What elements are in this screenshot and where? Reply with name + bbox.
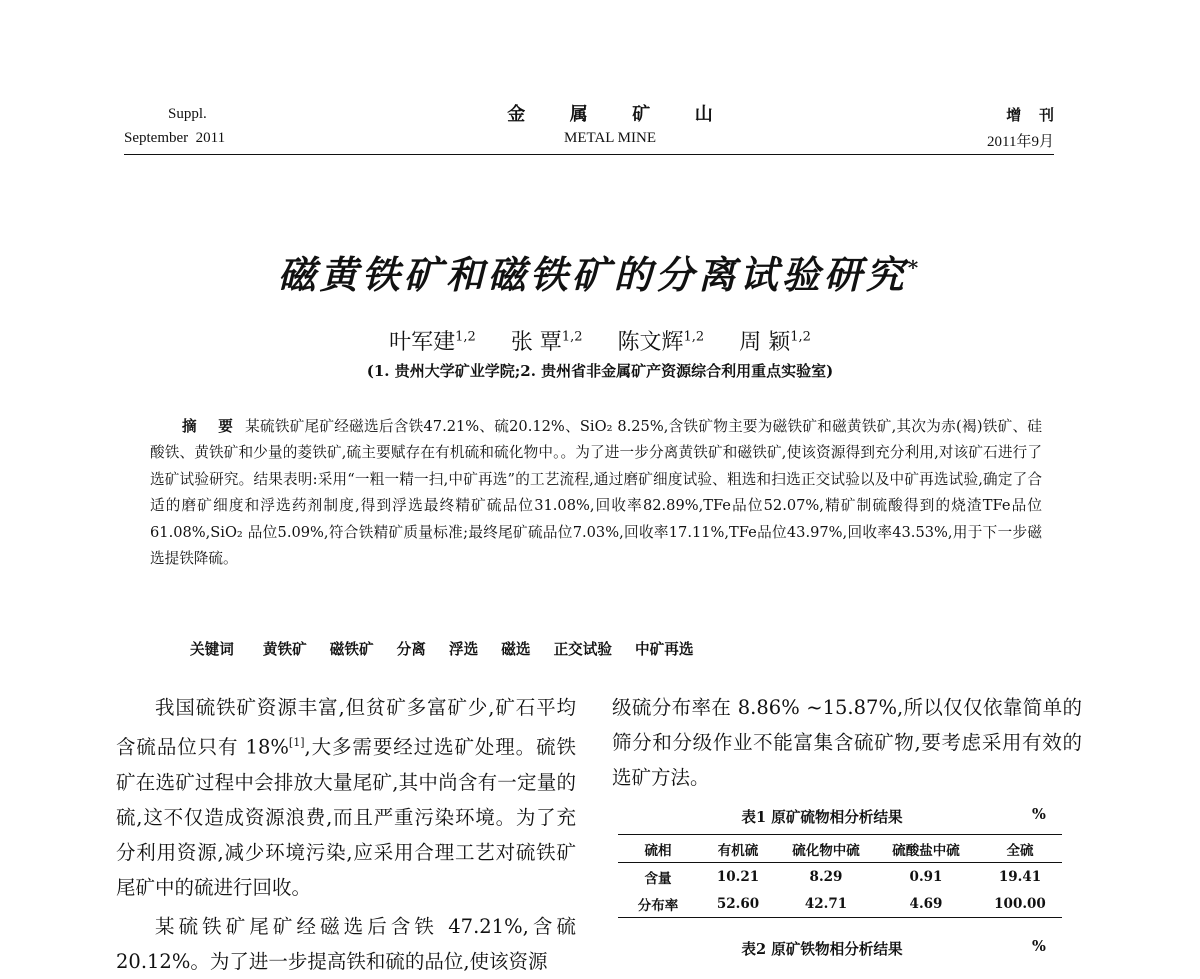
author: 周 颖$^{1,2}$ bbox=[739, 329, 811, 355]
table-row bbox=[618, 863, 1062, 891]
keyword: 磁选 bbox=[501, 641, 531, 658]
abstract-text: 某硫铁矿尾矿经磁选后含铁47.21%、硫20.12%、SiO₂ 8.25%,含铁矿物主要为磁铁矿和磁黄铁矿,其次为赤(褐)铁矿、硅酸铁、黄铁矿和少量的菱铁矿,硫主要赋存在有机硫和硫化物中。。为了进一步分离黄铁矿和磁铁矿,使该资源得到充分利用,对该矿石进行了选矿试验研究。结果表明:采用“一粗一精一扫,中矿再选”的工艺流程,通过磨矿细度试验、粗选和扫选正交试验以及中矿再选试验,确定了合适的磨矿细度和浮选药剂制度,得到浮选最终精矿硫品位31.08%,回收率82.89%,TFe品位52.07%,精矿制硫酸得到的烧渣TFe品位61.08%,SiO₂ 品位5.09%,符合铁精矿质量标准;最终尾矿硫品位7.03%,回收率17.11%,TFe品位43.97%,回收率43.53%,用于下一步磁选提铁降硫。 bbox=[150, 418, 1042, 568]
table-cell: 19.41 bbox=[998, 868, 1042, 885]
citation-ref[interactable]: [1] bbox=[288, 736, 305, 749]
table-cell: 0.91 bbox=[909, 868, 943, 885]
table-row bbox=[618, 890, 1062, 918]
table-cell: 分布率 bbox=[618, 890, 698, 918]
keyword: 磁铁矿 bbox=[329, 641, 374, 658]
table-cell: 8.29 bbox=[809, 868, 843, 885]
header-rule bbox=[124, 154, 1054, 155]
journal-name-cn: 金 属 矿 山 bbox=[507, 104, 713, 124]
abstract-label: 摘 要 bbox=[182, 418, 242, 435]
author-list bbox=[0, 325, 1200, 356]
keyword: 黄铁矿 bbox=[262, 641, 307, 658]
affiliation: (1. 贵州大学矿业学院;2. 贵州省非金属矿产资源综合利用重点实验室) bbox=[366, 362, 834, 380]
keyword: 正交试验 bbox=[553, 641, 612, 658]
keywords-label: 关键词 bbox=[190, 641, 234, 658]
header-suppl-cn: 增 刊 bbox=[1006, 108, 1054, 124]
paper-title-text: 磁黄铁矿和磁铁矿的分离试验研究 bbox=[277, 252, 908, 297]
keyword: 分离 bbox=[396, 641, 426, 658]
table-header-cell: 硫酸盐中硫 bbox=[874, 835, 978, 863]
header-date-cn: 2011年9月 bbox=[987, 134, 1054, 150]
author: 叶军建$^{1,2}$ bbox=[389, 329, 476, 355]
author: 张 覃$^{1,2}$ bbox=[510, 329, 583, 355]
body-column-left bbox=[116, 690, 576, 979]
table-header-row bbox=[618, 835, 1062, 863]
table-header-cell: 硫化物中硫 bbox=[778, 835, 874, 863]
paper-title bbox=[0, 244, 1200, 299]
keyword: 中矿再选 bbox=[635, 641, 694, 658]
table-header-cell: 全硫 bbox=[978, 835, 1062, 863]
journal-name-en: METAL MINE bbox=[564, 130, 656, 146]
table-header-cell: 硫相 bbox=[618, 835, 698, 863]
body-column-right bbox=[612, 690, 1082, 795]
title-footnote-mark: * bbox=[907, 255, 923, 280]
header-date-en: September 2011 bbox=[124, 130, 226, 146]
table-cell: 52.60 bbox=[698, 890, 778, 918]
header-suppl: Suppl. bbox=[168, 106, 207, 122]
table1-caption: 表1 原矿硫物相分析结果 bbox=[741, 809, 903, 826]
table-cell: 含量 bbox=[644, 870, 672, 887]
body-paragraph: 我国硫铁矿资源丰富,但贫矿多富矿少,矿石平均含硫品位只有 18%[1],大多需要经过选矿处理。硫铁矿在选矿过程中会排放大量尾矿,其中尚含有一定量的硫,这不仅造成资源浪费,而且严重污染环境。为了充分利用资源,减少环境污染,应采用合理工艺对硫铁矿尾矿中的硫进行回收。 bbox=[116, 696, 577, 899]
table-header-cell: 有机硫 bbox=[698, 835, 778, 863]
table1 bbox=[618, 834, 1062, 918]
table-cell: 4.69 bbox=[874, 890, 978, 918]
table2-unit: % bbox=[1032, 938, 1046, 955]
keywords bbox=[190, 638, 711, 659]
abstract bbox=[150, 414, 1042, 572]
table2-caption: 表2 原矿铁物相分析结果 bbox=[741, 941, 903, 958]
table1-unit: % bbox=[1032, 806, 1046, 823]
author: 陈文辉$^{1,2}$ bbox=[617, 329, 705, 355]
keyword: 浮选 bbox=[448, 641, 479, 658]
body-paragraph: 级硫分布率在 8.86% ~15.87%,所以仅仅依靠简单的筛分和分级作业不能富集含硫矿物,要考虑采用有效的选矿方法。 bbox=[612, 696, 1082, 789]
table-cell: 42.71 bbox=[778, 890, 874, 918]
body-paragraph: 某硫铁矿尾矿经磁选后含铁 47.21%,含硫 20.12%。为了进一步提高铁和硫的品位,使该资源 bbox=[116, 914, 576, 973]
table-cell: 100.00 bbox=[978, 890, 1062, 918]
table-cell: 10.21 bbox=[716, 868, 760, 885]
